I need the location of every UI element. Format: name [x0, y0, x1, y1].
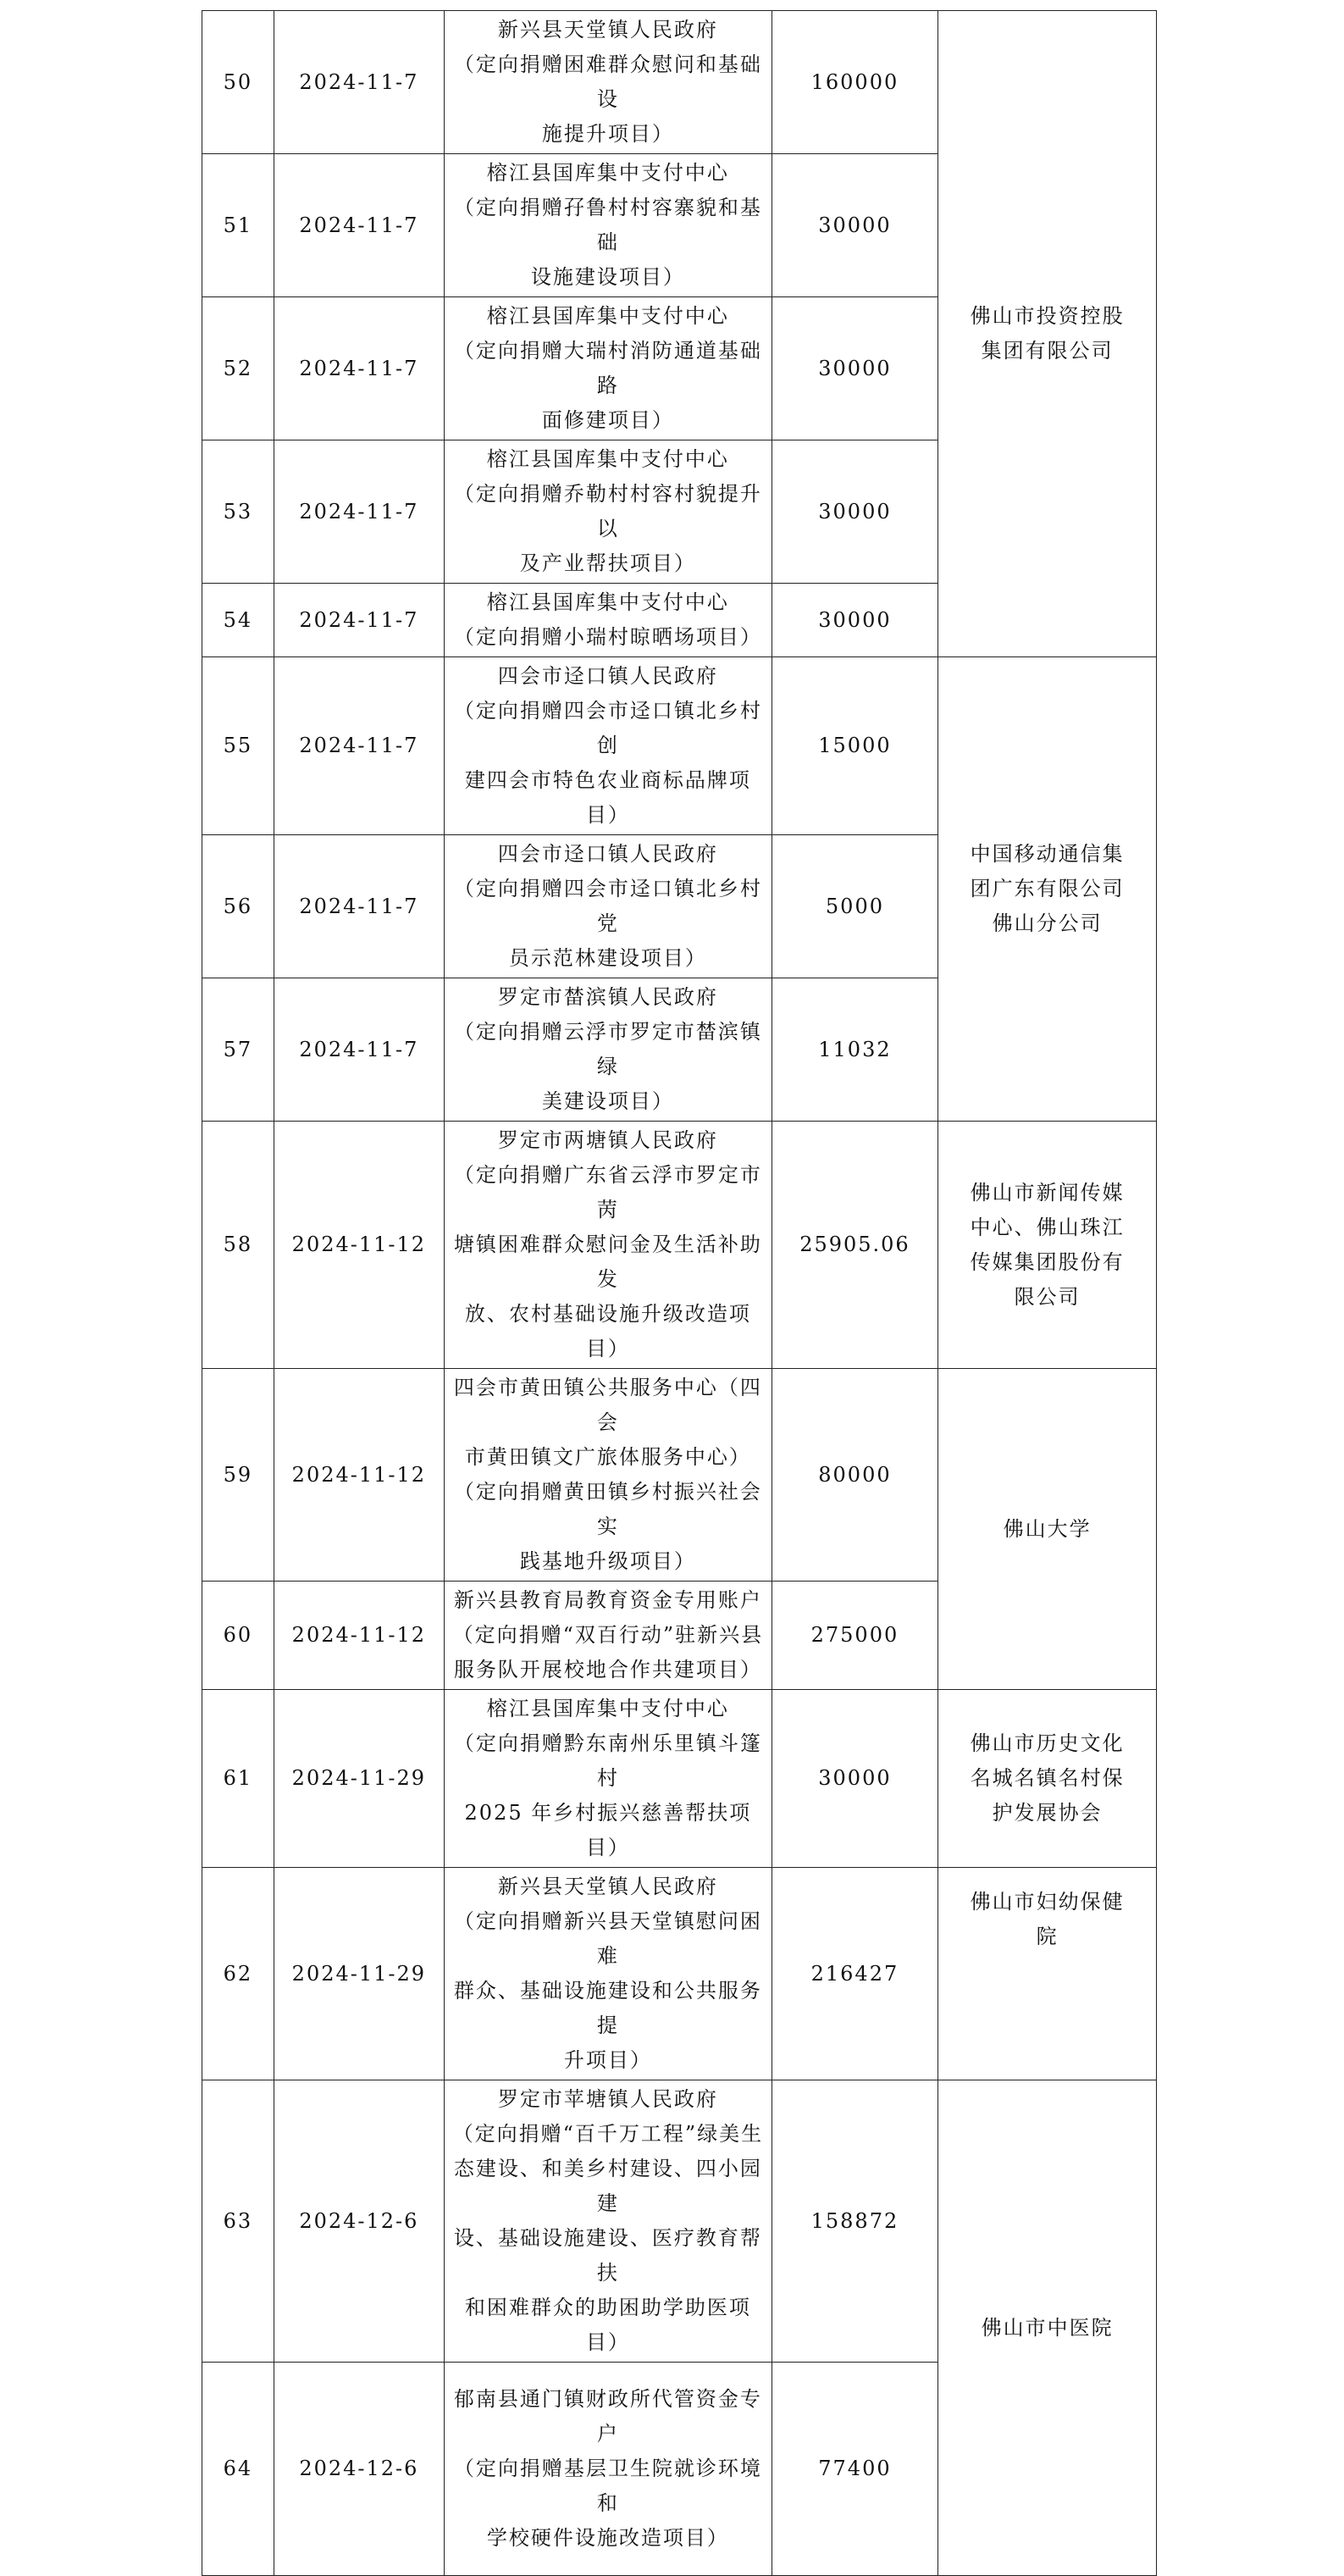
recipient-line: 施提升项目）	[541, 122, 674, 146]
donor-line: 佛山市妇幼保健	[970, 1890, 1125, 1914]
date-cell: 2024-11-12	[274, 1582, 444, 1690]
recipient-line: 新兴县天堂镇人民政府	[497, 1875, 718, 1898]
amount-cell: 216427	[772, 1868, 937, 2080]
date-cell: 2024-11-7	[274, 835, 444, 978]
recipient-line: 员示范林建设项目）	[508, 946, 707, 970]
recipient-cell	[445, 154, 772, 297]
donor-line: 团广东有限公司	[970, 877, 1125, 900]
recipient-line: （定向捐赠乔勒村村容村貌提升以	[453, 482, 762, 540]
recipient-line: 及产业帮扶项目）	[519, 551, 696, 575]
donor-line: 中心、佛山珠江	[970, 1215, 1125, 1239]
donation-table	[202, 10, 1157, 2576]
amount-cell: 30000	[772, 584, 937, 657]
recipient-line: 群众、基础设施建设和公共服务提	[453, 1979, 762, 2037]
table-row	[202, 11, 1157, 154]
recipient-line: 服务队开展校地合作共建项目）	[453, 1658, 762, 1681]
amount-cell: 11032	[772, 978, 937, 1122]
recipient-line: 罗定市苹塘镇人民政府	[497, 2087, 718, 2111]
serial-number: 59	[202, 1369, 274, 1582]
recipient-line: 新兴县天堂镇人民政府	[497, 18, 718, 42]
recipient-line: 设、基础设施建设、医疗教育帮扶	[453, 2226, 762, 2285]
date-cell: 2024-11-12	[274, 1122, 444, 1369]
donor-line: 佛山市投资控股	[970, 304, 1125, 328]
amount-cell: 160000	[772, 11, 937, 154]
table-row	[202, 1868, 1157, 2080]
recipient-line: 罗定市两塘镇人民政府	[497, 1128, 718, 1152]
donor-line: 集团有限公司	[981, 339, 1114, 363]
recipient-line: 面修建项目）	[541, 408, 674, 432]
recipient-line: （定向捐赠“百千万工程”绿美生	[452, 2122, 764, 2146]
donor-cell	[938, 657, 1157, 1122]
serial-number: 52	[202, 297, 274, 440]
donor-cell	[938, 1868, 1157, 2080]
recipient-line: 榕江县国库集中支付中心	[486, 1697, 729, 1720]
date-cell: 2024-11-7	[274, 584, 444, 657]
amount-cell: 77400	[772, 2363, 937, 2576]
donor-line: 护发展协会	[992, 1801, 1103, 1825]
donor-cell	[938, 2080, 1157, 2576]
recipient-line: 四会市迳口镇人民政府	[497, 842, 718, 866]
recipient-line: 升项目）	[563, 2048, 652, 2072]
date-cell: 2024-11-7	[274, 978, 444, 1122]
serial-number: 60	[202, 1582, 274, 1690]
recipient-line: （定向捐赠广东省云浮市罗定市苪	[453, 1163, 762, 1222]
date-cell: 2024-11-7	[274, 11, 444, 154]
recipient-line: 学校硬件设施改造项目）	[486, 2526, 729, 2550]
recipient-line: （定向捐赠黔东南州乐里镇斗篷村	[453, 1731, 762, 1790]
amount-cell: 80000	[772, 1369, 937, 1582]
amount-cell: 30000	[772, 1690, 937, 1868]
serial-number: 57	[202, 978, 274, 1122]
serial-number: 50	[202, 11, 274, 154]
date-cell: 2024-12-6	[274, 2080, 444, 2363]
donor-line: 佛山大学	[1003, 1516, 1092, 1541]
recipient-line: 榕江县国库集中支付中心	[486, 161, 729, 185]
donor-line: 佛山市新闻传媒	[970, 1180, 1125, 1205]
recipient-cell	[445, 2080, 772, 2363]
donor-line: 佛山市历史文化	[970, 1731, 1125, 1755]
serial-number: 63	[202, 2080, 274, 2363]
donor-line: 院	[1036, 1925, 1059, 1948]
recipient-cell	[445, 1369, 772, 1582]
recipient-line: （定向捐赠基层卫生院就诊环境和	[453, 2457, 762, 2515]
serial-number: 61	[202, 1690, 274, 1868]
donor-line: 限公司	[1014, 1284, 1081, 1309]
recipient-line: （定向捐赠四会市迳口镇北乡村创	[453, 699, 762, 757]
recipient-line: 榕江县国库集中支付中心	[486, 304, 729, 328]
recipient-line: 美建设项目）	[541, 1089, 674, 1113]
recipient-cell	[445, 978, 772, 1122]
recipient-cell	[445, 1868, 772, 2080]
donor-line: 佛山市中医院	[981, 2315, 1114, 2340]
recipient-line: 榕江县国库集中支付中心	[486, 590, 729, 614]
serial-number: 64	[202, 2363, 274, 2576]
table-row	[202, 1369, 1157, 1582]
amount-cell: 275000	[772, 1582, 937, 1690]
recipient-line: 市黄田镇文广旅体服务中心）	[464, 1445, 751, 1469]
recipient-line: 新兴县教育局教育资金专用账户	[453, 1588, 762, 1612]
donor-cell	[938, 1369, 1157, 1690]
serial-number: 51	[202, 154, 274, 297]
donor-line: 中国移动通信集	[970, 842, 1125, 866]
amount-cell: 158872	[772, 2080, 937, 2363]
donor-line: 传媒集团股份有	[970, 1249, 1125, 1274]
table-row	[202, 1690, 1157, 1868]
recipient-cell	[445, 1122, 772, 1369]
date-cell: 2024-12-6	[274, 2363, 444, 2576]
recipient-line: （定向捐赠黄田镇乡村振兴社会实	[453, 1480, 762, 1538]
recipient-line: 罗定市榃滨镇人民政府	[497, 985, 718, 1009]
recipient-cell	[445, 11, 772, 154]
recipient-line: 态建设、和美乡村建设、四小园建	[453, 2157, 762, 2215]
date-cell: 2024-11-7	[274, 297, 444, 440]
recipient-line: 2025 年乡村振兴慈善帮扶项目）	[464, 1801, 752, 1859]
recipient-cell	[445, 1582, 772, 1690]
recipient-line: 郁南县通门镇财政所代管资金专户	[453, 2387, 762, 2446]
recipient-line: （定向捐赠小瑞村晾晒场项目）	[453, 625, 762, 649]
recipient-line: （定向捐赠困难群众慰问和基础设	[453, 53, 762, 111]
donor-cell	[938, 1122, 1157, 1369]
serial-number: 54	[202, 584, 274, 657]
recipient-line: 建四会市特色农业商标品牌项目）	[464, 768, 751, 827]
donor-line: 佛山分公司	[992, 911, 1103, 935]
serial-number: 55	[202, 657, 274, 835]
serial-number: 58	[202, 1122, 274, 1369]
table-row	[202, 657, 1157, 835]
recipient-line: （定向捐赠大瑞村消防通道基础路	[453, 339, 762, 397]
amount-cell: 30000	[772, 297, 937, 440]
donor-cell	[938, 1690, 1157, 1868]
recipient-line: 榕江县国库集中支付中心	[486, 447, 729, 471]
date-cell: 2024-11-7	[274, 657, 444, 835]
date-cell: 2024-11-7	[274, 154, 444, 297]
recipient-line: 和困难群众的助困助学助医项目）	[464, 2296, 751, 2354]
serial-number: 53	[202, 440, 274, 584]
recipient-line: （定向捐赠云浮市罗定市榃滨镇绿	[453, 1020, 762, 1078]
recipient-line: （定向捐赠新兴县天堂镇慰问困难	[453, 1909, 762, 1968]
recipient-line: （定向捐赠孖鲁村村容寨貌和基础	[453, 196, 762, 254]
date-cell: 2024-11-29	[274, 1868, 444, 2080]
table-row	[202, 1122, 1157, 1369]
amount-cell: 25905.06	[772, 1122, 937, 1369]
table-row	[202, 2080, 1157, 2363]
recipient-cell	[445, 835, 772, 978]
recipient-line: 四会市迳口镇人民政府	[497, 664, 718, 688]
recipient-cell	[445, 657, 772, 835]
date-cell: 2024-11-7	[274, 440, 444, 584]
recipient-cell	[445, 297, 772, 440]
date-cell: 2024-11-29	[274, 1690, 444, 1868]
recipient-line: （定向捐赠四会市迳口镇北乡村党	[453, 877, 762, 935]
amount-cell: 30000	[772, 154, 937, 297]
recipient-cell	[445, 2363, 772, 2576]
amount-cell: 30000	[772, 440, 937, 584]
recipient-line: 设施建设项目）	[530, 265, 685, 289]
recipient-line: （定向捐赠“双百行动”驻新兴县	[452, 1623, 764, 1647]
recipient-cell	[445, 584, 772, 657]
serial-number: 62	[202, 1868, 274, 2080]
recipient-line: 践基地升级项目）	[519, 1549, 696, 1573]
amount-cell: 15000	[772, 657, 937, 835]
amount-cell: 5000	[772, 835, 937, 978]
date-cell: 2024-11-12	[274, 1369, 444, 1582]
recipient-cell	[445, 1690, 772, 1868]
recipient-line: 放、农村基础设施升级改造项目）	[464, 1302, 751, 1360]
donor-line: 名城名镇名村保	[970, 1766, 1125, 1790]
donor-cell	[938, 11, 1157, 657]
recipient-line: 塘镇困难群众慰问金及生活补助发	[453, 1233, 762, 1291]
recipient-line: 四会市黄田镇公共服务中心（四会	[453, 1376, 762, 1434]
recipient-cell	[445, 440, 772, 584]
serial-number: 56	[202, 835, 274, 978]
